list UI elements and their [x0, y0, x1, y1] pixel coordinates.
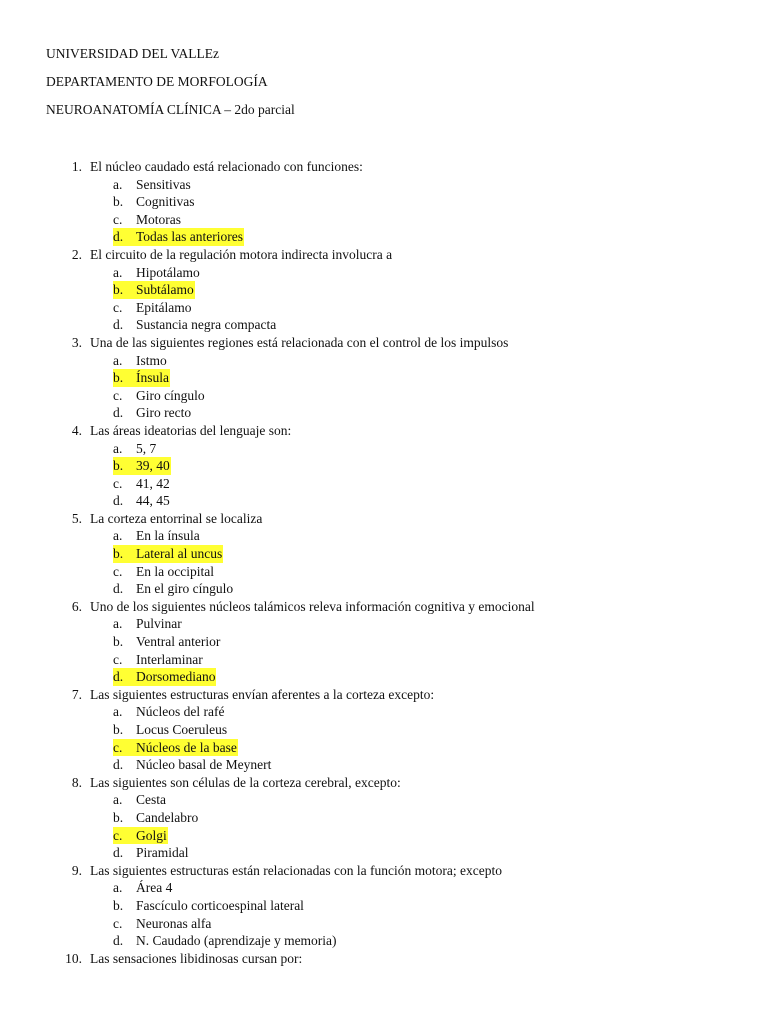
option-letter: d. [113, 668, 136, 686]
question-number: 3. [71, 334, 82, 350]
option-text: Neuronas alfa [136, 915, 212, 931]
question-line [0, 774, 768, 792]
answer-option [0, 756, 768, 774]
option-text: En la ínsula [136, 528, 200, 544]
answer-options [0, 879, 768, 949]
option-letter: a. [113, 616, 123, 632]
answer-option-highlighted [0, 668, 768, 686]
answer-option [0, 492, 768, 510]
option-letter: a. [113, 704, 123, 720]
option-text: Giro cíngulo [136, 387, 205, 403]
answer-option [0, 176, 768, 194]
option-letter: c. [113, 915, 123, 931]
option-text: Ventral anterior [136, 634, 221, 650]
question-item [0, 246, 768, 334]
option-letter: b. [113, 194, 124, 210]
question-item [0, 422, 768, 510]
answer-option [0, 809, 768, 827]
question-line [0, 686, 768, 704]
option-text: Sensitivas [136, 176, 191, 192]
option-letter: a. [113, 792, 123, 808]
answer-options [0, 440, 768, 510]
option-text: En el giro cíngulo [136, 581, 234, 597]
option-letter: c. [113, 827, 136, 845]
option-text: Istmo [136, 352, 167, 368]
option-letter: c. [113, 299, 123, 315]
answer-option [0, 387, 768, 405]
answer-option [0, 211, 768, 229]
answer-option [0, 844, 768, 862]
question-number: 7. [71, 686, 82, 702]
answer-option [0, 404, 768, 422]
answer-option [0, 352, 768, 370]
question-item [0, 862, 768, 950]
option-text: Sustancia negra compacta [136, 317, 277, 333]
answer-option-highlighted [0, 369, 768, 387]
question-number: 10. [65, 950, 82, 966]
answer-option [0, 264, 768, 282]
document-header [46, 44, 295, 128]
option-text: Núcleos de la base [136, 739, 237, 755]
answer-options [0, 352, 768, 422]
question-item [0, 950, 768, 968]
question-number: 1. [71, 159, 82, 174]
option-letter: c. [113, 211, 123, 227]
question-text: Las sensaciones libidinosas cursan por: [90, 950, 303, 966]
question-number: 5. [71, 510, 82, 526]
question-text: La corteza entorrinal se localiza [90, 510, 263, 526]
option-text: 39, 40 [136, 458, 170, 474]
question-line [0, 422, 768, 440]
option-text: Dorsomediano [136, 669, 216, 685]
option-letter: b. [113, 457, 136, 475]
question-text: Una de las siguientes regiones está relacionada con el control de los impulsos [90, 334, 509, 350]
option-letter: c. [113, 475, 123, 491]
option-letter: a. [113, 880, 123, 896]
option-text: Núcleos del rafé [136, 704, 225, 720]
option-text: Cognitivas [136, 194, 195, 210]
answer-option [0, 897, 768, 915]
option-text: 41, 42 [136, 475, 170, 491]
question-number: 4. [71, 422, 82, 438]
question-number: 2. [71, 246, 82, 262]
answer-option [0, 721, 768, 739]
answer-option [0, 932, 768, 950]
option-text: Epitálamo [136, 299, 192, 315]
option-text: Todas las anteriores [136, 229, 244, 245]
question-text: Las siguientes son células de la corteza cerebral, excepto: [90, 774, 401, 790]
answer-options [0, 615, 768, 685]
answer-option [0, 316, 768, 334]
option-text: N. Caudado (aprendizaje y memoria) [136, 933, 337, 949]
option-letter: a. [113, 528, 123, 544]
question-text: Las siguientes estructuras envían aferentes a la corteza excepto: [90, 686, 435, 702]
question-item [0, 510, 768, 598]
option-letter: b. [113, 722, 124, 737]
question-item [0, 774, 768, 862]
question-line [0, 158, 768, 176]
question-number: 9. [71, 862, 82, 878]
question-text: Las siguientes estructuras están relacionadas con la función motora; excepto [90, 862, 502, 878]
question-line [0, 598, 768, 616]
option-text: Ínsula [136, 370, 169, 386]
option-text: 5, 7 [136, 440, 157, 456]
option-letter: d. [113, 933, 124, 949]
option-letter: c. [113, 651, 123, 667]
question-number: 6. [71, 598, 82, 614]
question-number: 8. [71, 774, 82, 790]
department-name: DEPARTAMENTO DE MORFOLOGÍA [46, 74, 268, 89]
option-text: Subtálamo [136, 282, 194, 298]
question-line [0, 246, 768, 264]
option-text: Golgi [136, 827, 167, 843]
question-item [0, 686, 768, 774]
answer-options [0, 703, 768, 773]
question-text: El circuito de la regulación motora indirecta involucra a [90, 246, 393, 262]
option-text: Núcleo basal de Meynert [136, 757, 272, 773]
answer-option [0, 651, 768, 669]
option-text: Motoras [136, 211, 181, 227]
option-letter: b. [113, 634, 124, 650]
option-letter: a. [113, 352, 123, 368]
question-text: Uno de los siguientes núcleos talámicos releva información cognitiva y emocional [90, 598, 535, 614]
answer-option [0, 791, 768, 809]
answer-option-highlighted [0, 739, 768, 757]
option-letter: d. [113, 581, 124, 597]
answer-option [0, 563, 768, 581]
option-letter: b. [113, 545, 136, 563]
option-letter: b. [113, 897, 124, 913]
option-text: Giro recto [136, 405, 192, 421]
answer-option [0, 615, 768, 633]
question-line [0, 950, 768, 968]
question-line [0, 510, 768, 528]
answer-option [0, 703, 768, 721]
answer-option [0, 299, 768, 317]
answer-option [0, 915, 768, 933]
option-letter: d. [113, 317, 124, 333]
answer-option [0, 193, 768, 211]
option-text: Pulvinar [136, 616, 182, 632]
option-letter: c. [113, 563, 123, 579]
answer-option [0, 580, 768, 598]
option-letter: b. [113, 809, 124, 825]
option-letter: b. [113, 281, 136, 299]
option-text: Fascículo corticoespinal lateral [136, 897, 304, 913]
option-text: En la occipital [136, 563, 214, 579]
answer-option-highlighted [0, 281, 768, 299]
option-letter: d. [113, 405, 124, 421]
answer-options [0, 264, 768, 334]
answer-options [0, 176, 768, 246]
option-text: 44, 45 [136, 493, 170, 509]
answer-option-highlighted [0, 228, 768, 246]
option-text: Interlaminar [136, 651, 203, 667]
question-list [0, 158, 768, 967]
answer-option-highlighted [0, 457, 768, 475]
option-text: Locus Coeruleus [136, 722, 228, 737]
option-letter: d. [113, 493, 124, 509]
option-text: Cesta [136, 792, 166, 808]
option-text: Área 4 [136, 880, 173, 896]
option-text: Hipotálamo [136, 264, 200, 280]
option-text: Piramidal [136, 845, 189, 861]
question-item [0, 334, 768, 422]
answer-option [0, 879, 768, 897]
university-name: UNIVERSIDAD DEL VALLEz [46, 46, 219, 61]
option-letter: b. [113, 369, 136, 387]
option-text: Candelabro [136, 809, 199, 825]
answer-option [0, 475, 768, 493]
exam-title: NEUROANATOMÍA CLÍNICA – 2do parcial [46, 102, 295, 117]
answer-option-highlighted [0, 545, 768, 563]
answer-option-highlighted [0, 827, 768, 845]
question-item [0, 158, 768, 246]
question-item [0, 598, 768, 686]
option-letter: d. [113, 228, 136, 246]
question-line [0, 862, 768, 880]
answer-options [0, 527, 768, 597]
option-letter: c. [113, 739, 136, 757]
question-text: Las áreas ideatorias del lenguaje son: [90, 422, 292, 438]
answer-option [0, 527, 768, 545]
option-text: Lateral al uncus [136, 546, 223, 562]
option-letter: c. [113, 387, 123, 403]
option-letter: d. [113, 757, 124, 773]
option-letter: a. [113, 440, 123, 456]
answer-options [0, 791, 768, 861]
answer-option [0, 633, 768, 651]
option-letter: a. [113, 176, 123, 192]
question-line [0, 334, 768, 352]
answer-option [0, 440, 768, 458]
option-letter: d. [113, 845, 124, 861]
option-letter: a. [113, 264, 123, 280]
question-text: El núcleo caudado está relacionado con funciones: [90, 159, 363, 174]
